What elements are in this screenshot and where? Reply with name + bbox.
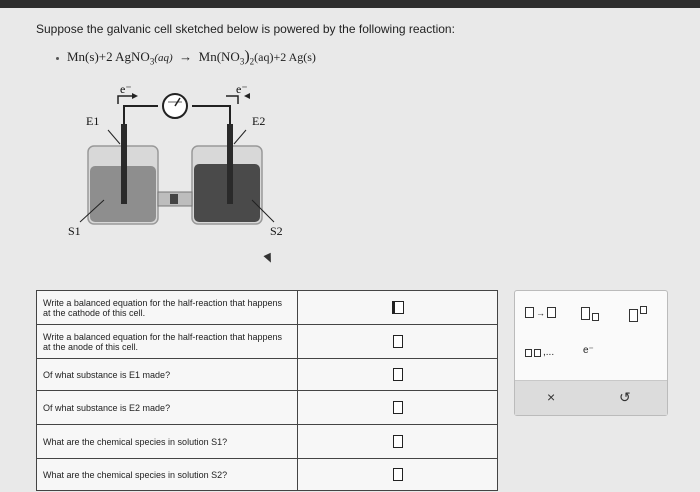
table-row: [37, 459, 498, 491]
questions-table: [36, 290, 498, 491]
equation-tool-palette: [514, 290, 668, 416]
answer-cell: [298, 325, 498, 359]
electron-right-label: e⁻: [236, 82, 248, 96]
answer-box-cathode[interactable]: [392, 301, 404, 314]
question-text: Of what substance is E1 made?: [37, 359, 298, 391]
answer-box-e2[interactable]: [393, 401, 403, 414]
undo-icon[interactable]: ↺: [619, 389, 631, 405]
question-text: What are the chemical species in solution S1?: [37, 425, 298, 459]
answer-box-anode[interactable]: [393, 335, 403, 348]
list-button[interactable]: ,...: [525, 347, 554, 358]
answer-cell: [298, 425, 498, 459]
answer-box-s1[interactable]: [393, 435, 403, 448]
electron-button[interactable]: e⁻: [583, 345, 594, 356]
e1-label: E1: [86, 114, 100, 128]
cell-drawing: [60, 84, 300, 264]
answer-cell: [298, 391, 498, 425]
bullet: [56, 57, 59, 60]
s1-label: S1: [68, 224, 81, 238]
galvanic-cell-diagram: [60, 84, 300, 264]
answer-cell: [298, 291, 498, 325]
answer-box-s2[interactable]: [393, 468, 403, 481]
table-row: [37, 425, 498, 459]
action-bar: [515, 380, 667, 415]
table-row: [37, 291, 498, 325]
reaction-equation: Mn(s)+2 AgNO$_3$(aq) → $Mn(NO_3)_2(aq)+2$ Ag(s): [56, 48, 316, 67]
table-row: [37, 359, 498, 391]
question-text: Write a balanced equation for the half-reaction that happens at the anode of this cell.: [37, 325, 298, 359]
question-text: Of what substance is E2 made?: [37, 391, 298, 425]
superscript-button[interactable]: [629, 305, 647, 322]
question-text: Write a balanced equation for the half-reaction that happens at the cathode of this cell.: [37, 291, 298, 325]
question-text: What are the chemical species in solution S2?: [37, 459, 298, 491]
table-row: [37, 391, 498, 425]
clear-icon[interactable]: ×: [547, 389, 556, 405]
e2-label: E2: [252, 114, 266, 128]
top-bar: [0, 0, 700, 8]
answer-cell: [298, 459, 498, 491]
subscript-button[interactable]: [581, 305, 599, 321]
answer-cell: [298, 359, 498, 391]
electron-left-label: e⁻: [120, 82, 132, 96]
answer-box-e1[interactable]: [393, 368, 403, 381]
reaction-arrow-button[interactable]: →: [525, 307, 556, 318]
question-prompt: Suppose the galvanic cell sketched below is powered by the following reaction:: [36, 22, 455, 36]
table-row: [37, 325, 498, 359]
s2-label: S2: [270, 224, 283, 238]
